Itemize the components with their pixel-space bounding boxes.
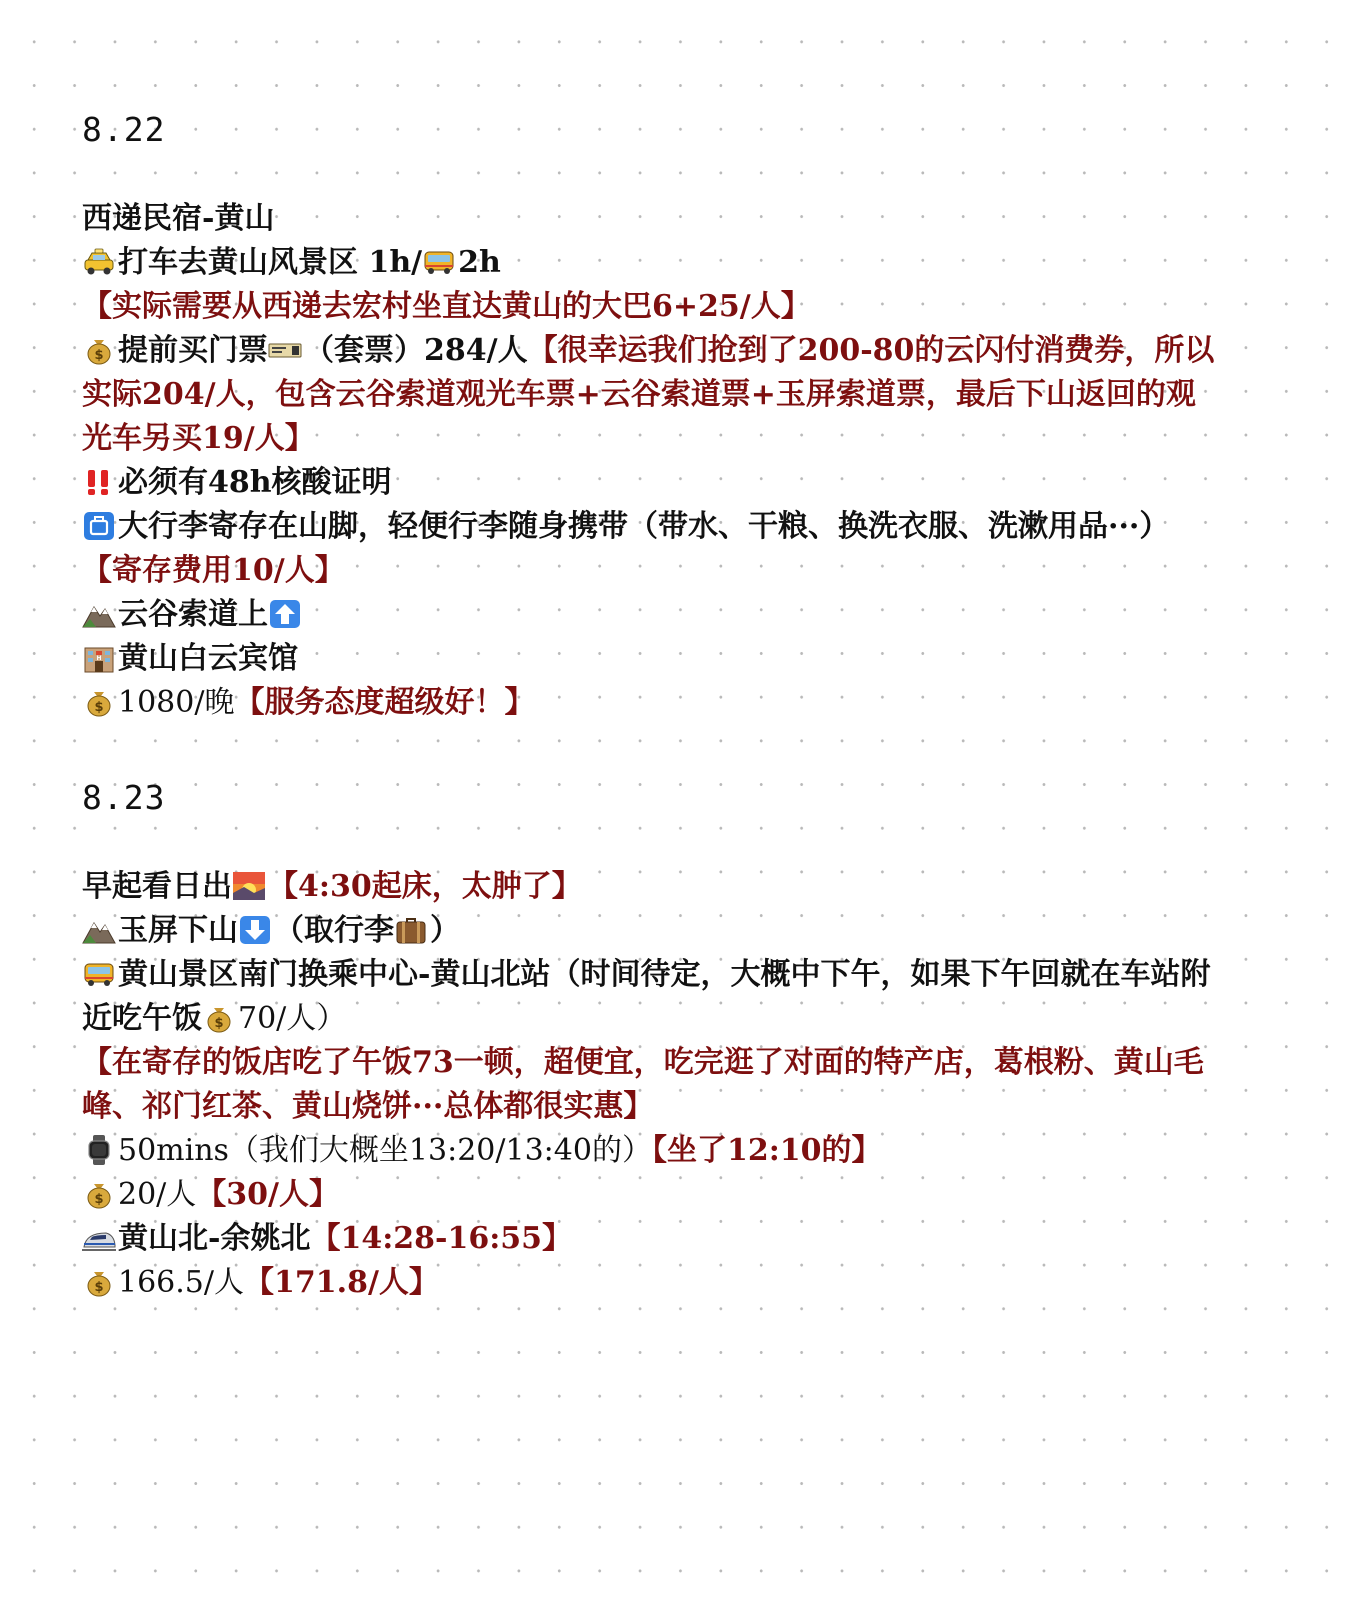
svg-text:H: H: [96, 655, 102, 662]
svg-text:$: $: [94, 1192, 104, 1207]
money-bag-icon: [82, 1267, 116, 1297]
money-bag-icon: [202, 1003, 236, 1033]
double-exclamation-icon: [82, 467, 116, 497]
svg-text:$: $: [94, 1280, 104, 1295]
day2-descend-text: 玉屏下山: [118, 913, 238, 948]
day1-hotel-price-text: 1080/晚: [118, 685, 235, 720]
day2-train-price-note: 【171.8/人】: [244, 1265, 439, 1300]
day2-descend-line: [82, 909, 1222, 953]
bullet-train-icon: [82, 1223, 116, 1253]
ticket-icon: [268, 335, 302, 365]
money-bag-icon: [82, 1179, 116, 1209]
day1-bus-note: 【实际需要从西递去宏村坐直达黄山的大巴6+25/人】: [82, 289, 811, 324]
day2-transfer-line: [82, 953, 1222, 1041]
mountain-icon: [82, 915, 116, 945]
day2-train-line: [82, 1217, 1222, 1261]
day1-title: 西递民宿-黄山: [82, 201, 275, 236]
day2-train-price-text: 166.5/人: [118, 1265, 244, 1300]
day1-taxi-text: 打车去黄山风景区 1h/: [118, 245, 423, 280]
day2-time-line: [82, 1129, 1222, 1173]
bus-icon: [422, 247, 456, 277]
luggage-icon: [394, 915, 428, 945]
svg-text:$: $: [94, 348, 104, 363]
day1-covid-text: 必须有48h核酸证明: [118, 465, 392, 500]
day2-train-note: 【14:28-16:55】: [310, 1221, 573, 1256]
svg-text:$: $: [214, 1016, 224, 1031]
day2-bus-price-text: 20/人: [118, 1177, 197, 1212]
day2-date: 8.23: [82, 778, 166, 817]
bus-icon: [82, 959, 116, 989]
day2-sunrise-text: 早起看日出: [82, 869, 232, 904]
day1-luggage-line: [82, 505, 1222, 549]
day1-date: 8.22: [82, 110, 166, 149]
sunrise-icon: [232, 871, 266, 901]
day2-transfer-text: 黄山景区南门换乘中心-黄山北站（时间待定，大概中下午，如果下午回就在车站附近吃午饭: [82, 957, 1211, 1036]
day2-sunrise-note: 【4:30起床，太肿了】: [268, 869, 582, 904]
up-arrow-icon: [268, 599, 302, 629]
mountain-icon: [82, 599, 116, 629]
day1-storage-note: 【寄存费用10/人】: [82, 553, 345, 588]
day1-ticket-line: [82, 329, 1222, 461]
day1-cablecar-line: [82, 593, 1222, 637]
day2-train-price-line: [82, 1261, 1222, 1305]
day2-sunrise-line: [82, 865, 1222, 909]
watch-icon: [82, 1135, 116, 1165]
day2-time-note: 【坐了12:10的】: [651, 1133, 882, 1168]
svg-text:$: $: [94, 700, 104, 715]
day1-ticket-text2: （套票）284/人: [304, 333, 528, 368]
day1-cablecar-text: 云谷索道上: [118, 597, 268, 632]
day1-covid-line: [82, 461, 1222, 505]
day1-hotel-price-note: 【服务态度超级好！】: [234, 685, 535, 720]
day1-hotel-price-line: [82, 681, 1222, 725]
day2-descend-text3: ）: [430, 913, 460, 948]
money-bag-icon: [82, 687, 116, 717]
taxi-icon: [82, 247, 116, 277]
money-bag-icon: [82, 335, 116, 365]
day2-lunch-note: 【在寄存的饭店吃了午饭73一顿，超便宜，吃完逛了对面的特产店，葛根粉、黄山毛峰、祁门红茶、黄山烧饼···总体都很实惠】: [82, 1045, 1204, 1124]
day2-bus-price-line: [82, 1173, 1222, 1217]
day1-luggage-text: 大行李寄存在山脚，轻便行李随身携带（带水、干粮、换洗衣服、洗漱用品···）: [118, 509, 1170, 544]
day2-train-text: 黄山北-余姚北: [118, 1221, 311, 1256]
day1-ticket-note: 【很幸运我们抢到了200-80的云闪付消费券，所以实际204/人，包含云谷索道观光车票+云谷索道票+玉屏索道票，最后下山返回的观光车另买19/人】: [82, 333, 1215, 456]
day1-hotel-line: [82, 637, 1222, 681]
hotel-icon: [82, 643, 116, 673]
baggage-claim-icon: [82, 511, 116, 541]
day2-bus-price-note: 【30/人】: [196, 1177, 339, 1212]
day2-transfer-text2: 70/人）: [238, 1001, 347, 1036]
day1-ticket-text: 提前买门票: [118, 333, 268, 368]
day1-taxi-text2: 2h: [458, 245, 501, 280]
day2-descend-text2: （取行李: [274, 913, 394, 948]
day1-hotel-text: 黄山白云宾馆: [118, 641, 298, 676]
day1-taxi-line: [82, 241, 1222, 285]
down-arrow-icon: [238, 915, 272, 945]
itinerary: [82, 105, 1222, 1305]
day2-time-text: 50mins（我们大概坐13:20/13:40的）: [118, 1133, 652, 1168]
